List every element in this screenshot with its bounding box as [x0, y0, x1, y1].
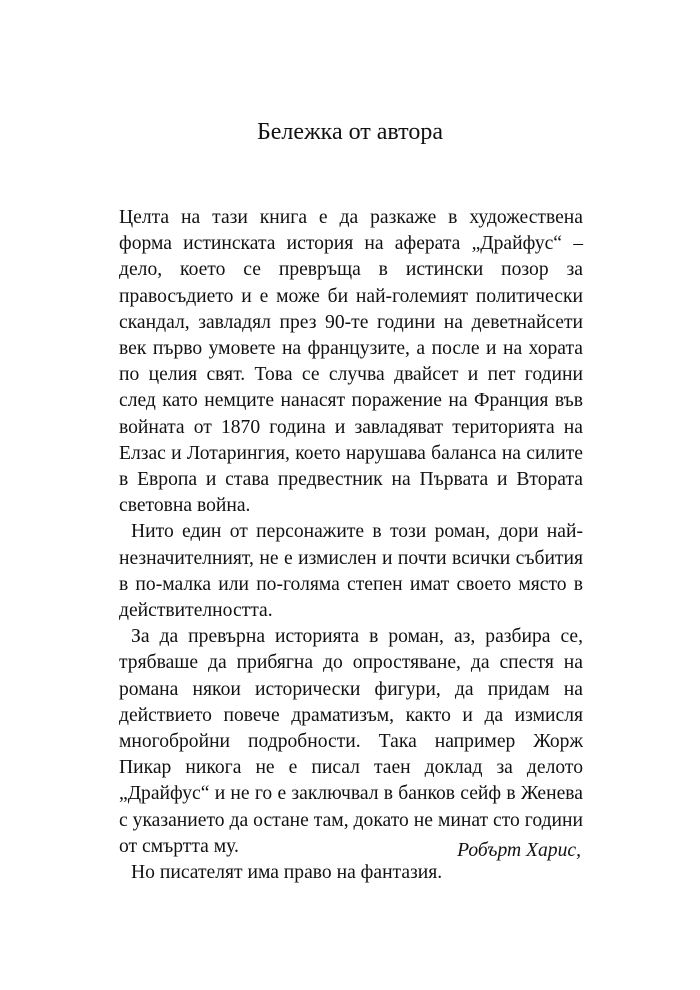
paragraph-3: За да превърна историята в роман, аз, разбира се, трябваше да прибягна до опростяване, да спестя на романа някои исторически фигури, да придам на действието повече драматизъм, както и да измисля многобройни подробности. Така например Жорж Пикар никога не е писал таен доклад за делото „Драйфус“ и не го е заключвал в банков сейф в Женева с указанието да остане там, докато не минат сто години от смъртта му.	[119, 626, 583, 857]
author-signature: Робърт Харис,	[457, 840, 581, 861]
paragraph-1: Целта на тази книга е да разкаже в художествена форма истинската история на аферата „Драйфус“ – дело, което се превръща в истински позор за правосъдието и е може би най-големият политически скандал, завладял през 90-те години на деветнайсети век първо умовете на французите, а после и на хората по целия свят. Това се случва двайсет и пет години след като немците нанасят поражение на Франция във войната от 1870 година и завладяват територията на Елзас и Лотарингия, което нарушава баланса на силите в Европа и става предвестник на Първата и Втората световна война.	[119, 207, 583, 517]
author-note-body	[119, 205, 583, 886]
paragraph-2: Нито един от персонажите в този роман, дори най-незначителният, не е измислен и почти всички събития в по-малка или по-голяма степен имат своето място в действителността.	[119, 521, 583, 622]
paragraph-4: Но писателят има право на фантазия.	[131, 862, 443, 884]
page-title: Бележка от автора	[257, 119, 443, 145]
